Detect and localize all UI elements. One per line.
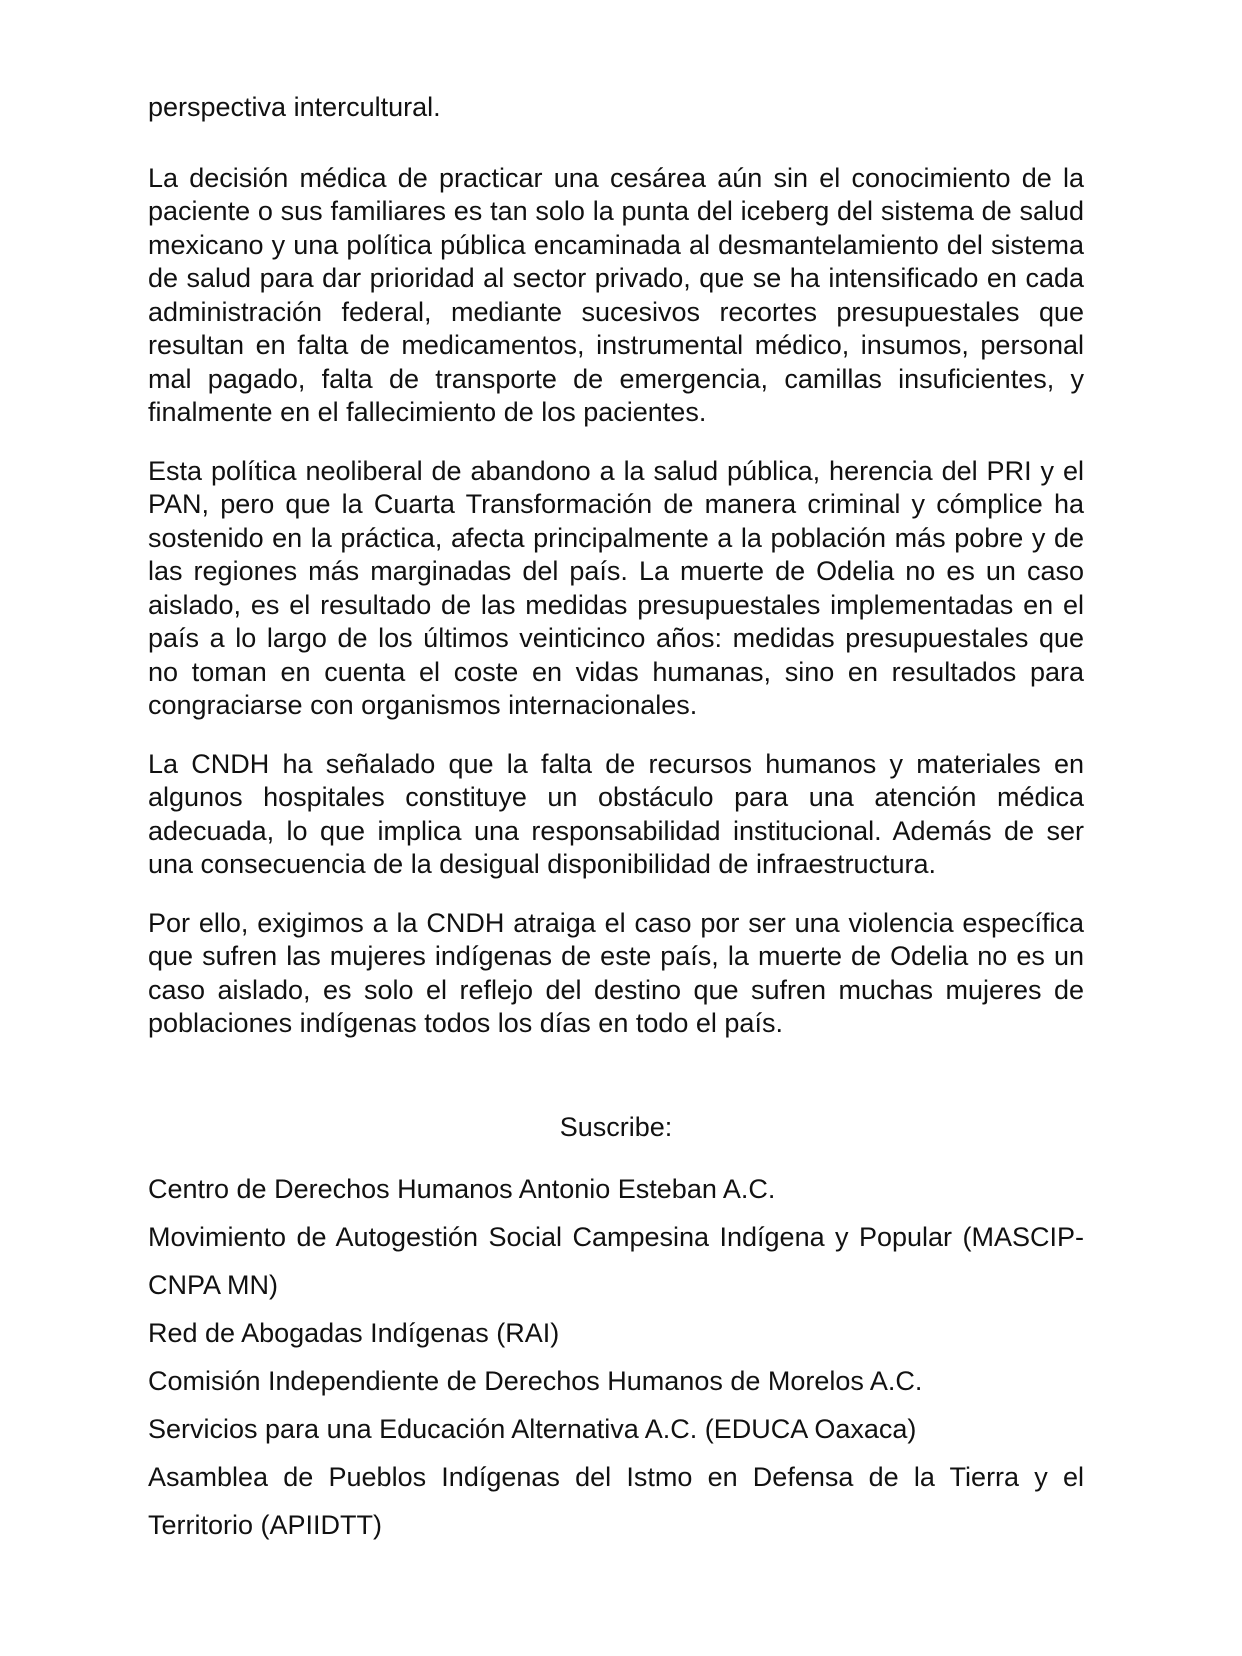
signatory-item: Movimiento de Autogestión Social Campesina Indígena y Popular (MASCIP-CNPA MN) [148, 1222, 1084, 1300]
body-paragraph: La CNDH ha señalado que la falta de recursos humanos y materiales en algunos hospitales constituye un obstáculo para una atención médica adecuada, lo que implica una responsabilidad institucional. Además de ser una consecuencia de la desigual disponibilidad de infraestructura. [148, 748, 1084, 879]
signatory-item: Red de Abogadas Indígenas (RAI) [148, 1318, 560, 1348]
signatory-list [148, 1165, 1084, 1549]
signatory-item: Asamblea de Pueblos Indígenas del Istmo en Defensa de la Tierra y el Territorio (APIIDTT) [148, 1462, 1084, 1540]
signatory-item: Comisión Independiente de Derechos Humanos de Morelos A.C. [148, 1366, 923, 1396]
body-paragraph: La decisión médica de practicar una cesárea aún sin el conocimiento de la paciente o sus familiares es tan solo la punta del iceberg del sistema de salud mexicano y una política pública encaminada al desmantelamiento del sistema de salud para dar prioridad al sector privado, que se ha intensificado en cada administración federal, mediante sucesivos recortes presupuestales que resultan en falta de medicamentos, instrumental médico, insumos, personal mal pagado, falta de transporte de emergencia, camillas insuficientes, y finalmente en el fallecimiento de los pacientes. [148, 162, 1084, 427]
body-paragraph: Esta política neoliberal de abandono a la salud pública, herencia del PRI y el PAN, pero que la Cuarta Transformación de manera criminal y cómplice ha sostenido en la práctica, afecta principalmente a la población más pobre y de las regiones más marginadas del país. La muerte de Odelia no es un caso aislado, es el resultado de las medidas presupuestales implementadas en el país a lo largo de los últimos veinticinco años: medidas presupuestales que no toman en cuenta el coste en vidas humanas, sino en resultados para congraciarse con organismos internacionales. [148, 455, 1084, 720]
body-paragraph: perspectiva intercultural. [148, 92, 441, 122]
signatory-item: Servicios para una Educación Alternativa A.C. (EDUCA Oaxaca) [148, 1414, 917, 1444]
body-paragraph: Por ello, exigimos a la CNDH atraiga el caso por ser una violencia específica que sufren las mujeres indígenas de este país, la muerte de Odelia no es un caso aislado, es solo el reflejo del destino que sufren muchas mujeres de poblaciones indígenas todos los días en todo el país. [148, 907, 1084, 1038]
subscribe-heading: Suscribe: [559, 1111, 673, 1142]
statement-body [148, 91, 1084, 1041]
signatory-item: Centro de Derechos Humanos Antonio Esteban A.C. [148, 1174, 776, 1204]
